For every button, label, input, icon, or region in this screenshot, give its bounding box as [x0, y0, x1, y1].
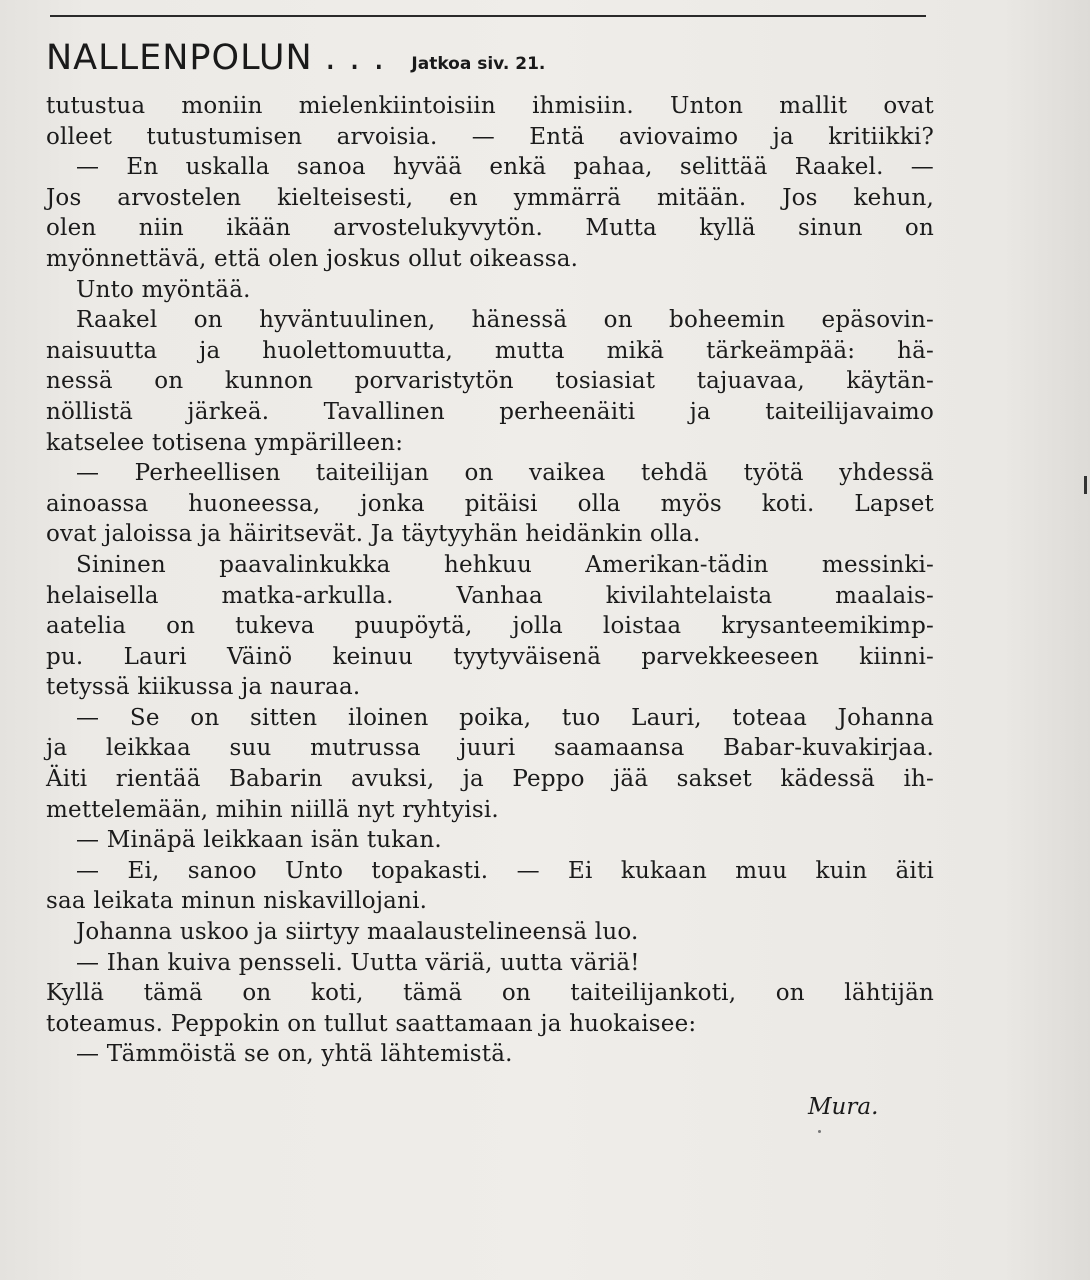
top-rule	[50, 15, 926, 17]
text-line: olleet tutustumisen arvoisia. — Entä aviovaimo ja kritiikki?	[46, 123, 934, 150]
text-line: Äiti rientää Babarin avuksi, ja Peppo jää sakset kädessä ih-	[46, 766, 934, 793]
text-line: Jos arvostelen kielteisesti, en ymmärrä mitään. Jos kehun,	[46, 184, 934, 211]
article-title: NALLENPOLUN . . .	[46, 38, 386, 78]
text-line: — Se on sitten iloinen poika, tuo Lauri, toteaa Johanna	[76, 704, 934, 731]
text-line: — Tämmöistä se on, yhtä lähtemistä.	[76, 1041, 513, 1068]
text-line: Raakel on hyväntuulinen, hänessä on boheemin epäsovin-	[76, 307, 934, 334]
text-line: Johanna uskoo ja siirtyy maalaustelineensä luo.	[76, 919, 639, 946]
text-line: — Perheellisen taiteilijan on vaikea tehdä työtä yhdessä	[76, 460, 934, 487]
text-line: myönnettävä, että olen joskus ollut oikeassa.	[46, 245, 579, 272]
text-line: saa leikata minun niskavillojani.	[46, 888, 428, 915]
text-line: Kyllä tämä on koti, tämä on taiteilijankoti, on lähtijän	[46, 980, 934, 1007]
text-line: Unto myöntää.	[76, 276, 251, 303]
text-line: toteamus. Peppokin on tullut saattamaan ja huokaisee:	[46, 1010, 697, 1037]
print-speck	[818, 1130, 821, 1133]
text-line: — Minäpä leikkaan isän tukan.	[76, 827, 442, 854]
text-line: nessä on kunnon porvaristytön tosiasiat tajuavaa, käytän-	[46, 368, 934, 395]
edge-mark	[1084, 476, 1087, 494]
text-line: olen niin ikään arvostelukyvytön. Mutta kyllä sinun on	[46, 215, 934, 242]
text-line: tutustua moniin mielenkiintoisiin ihmisiin. Unton mallit ovat	[46, 93, 934, 119]
text-line: helaisella matka-arkulla. Vanhaa kivilahtelaista maalais-	[46, 582, 934, 609]
text-line: — En uskalla sanoa hyvää enkä pahaa, selittää Raakel. —	[76, 154, 934, 181]
article-body	[46, 91, 934, 1070]
continuation-note: Jatkoa siv. 21.	[411, 54, 546, 74]
text-line: ovat jaloissa ja häiritsevät. Ja täytyyhän heidänkin olla.	[46, 521, 701, 548]
author-signature: Mura.	[808, 1094, 879, 1120]
text-line: mettelemään, mihin niillä nyt ryhtyisi.	[46, 796, 499, 823]
text-line: — Ihan kuiva pensseli. Uutta väriä, uutta väriä!	[76, 949, 640, 976]
text-line: pu. Lauri Väinö keinuu tyytyväisenä parvekkeeseen kiinni-	[46, 643, 934, 670]
text-line: nöllistä järkeä. Tavallinen perheenäiti ja taiteilijavaimo	[46, 398, 934, 425]
text-line: aatelia on tukeva puupöytä, jolla loistaa krysanteemikimp-	[46, 613, 934, 640]
text-line: ainoassa huoneessa, jonka pitäisi olla myös koti. Lapset	[46, 490, 934, 517]
article-heading	[46, 38, 545, 88]
text-line: naisuutta ja huolettomuutta, mutta mikä tärkeämpää: hä-	[46, 337, 934, 364]
text-line: katselee totisena ympärilleen:	[46, 429, 404, 456]
text-line: ja leikkaa suu mutrussa juuri saamaansa Babar-kuvakirjaa.	[46, 735, 934, 762]
text-line: tetyssä kiikussa ja nauraa.	[46, 674, 361, 701]
text-line: — Ei, sanoo Unto topakasti. — Ei kukaan muu kuin äiti	[76, 857, 934, 884]
text-line: Sininen paavalinkukka hehkuu Amerikan-tädin messinki-	[76, 551, 934, 578]
